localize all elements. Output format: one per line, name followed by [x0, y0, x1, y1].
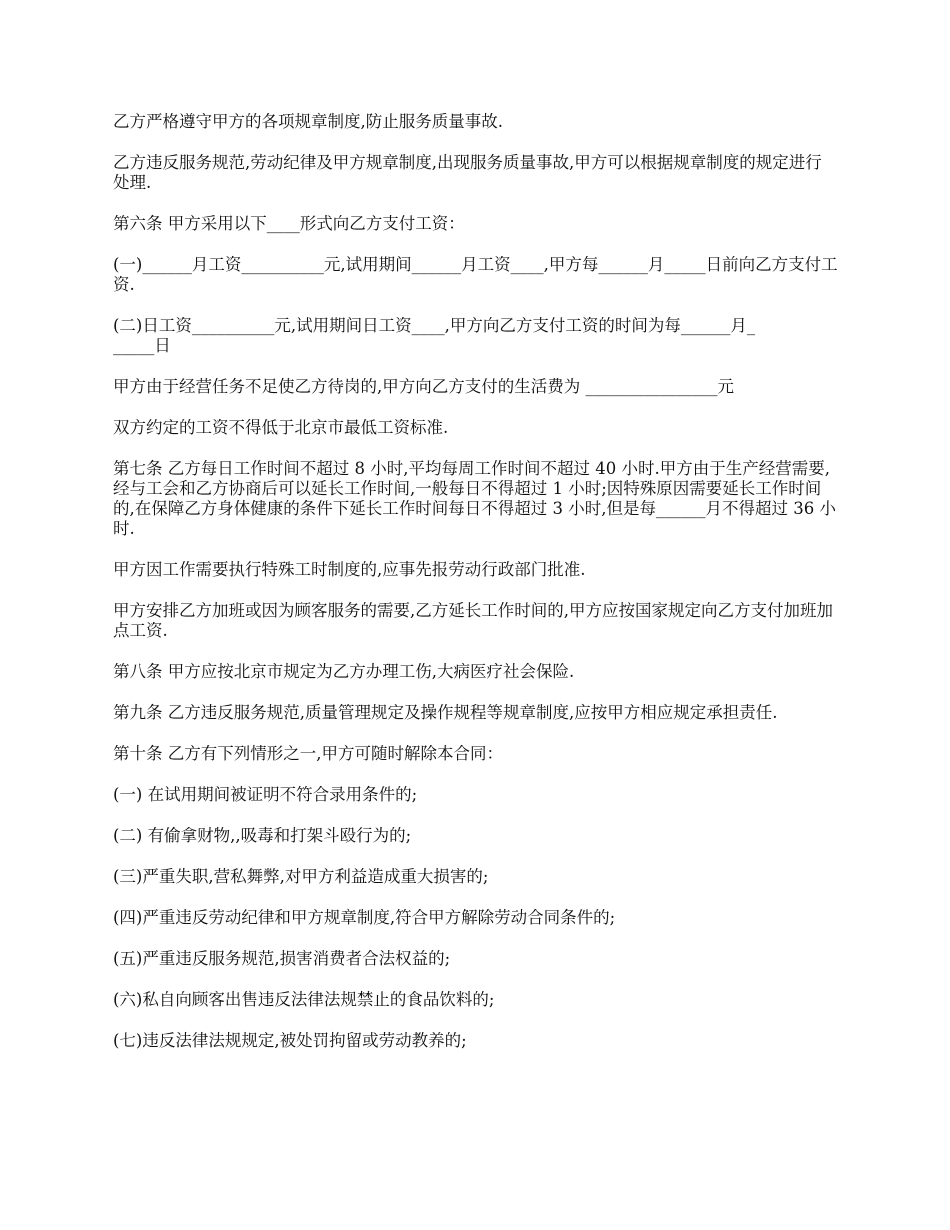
- document-body: [113, 112, 838, 1072]
- list-item-1: (一) 在试用期间被证明不符合录用条件的;: [113, 785, 418, 804]
- paragraph-1: 乙方严格遵守甲方的各项规章制度,防止服务质量事故.: [113, 112, 503, 131]
- article-7: 第七条 乙方每日工作时间不超过 8 小时,平均每周工作时间不超过 40 小时.甲方由于生产经营需要,经与工会和乙方协商后可以延长工作时间,一般每日不得超过 1 小时;因特殊原因需要延长工作时间的,在保障乙方身体健康的条件下延长工作时间每日不得超过 3 小时,但是每______月不得超过 36 小时.: [113, 459, 836, 538]
- list-item-3: (三)严重失职,营私舞弊,对甲方利益造成重大损害的;: [113, 867, 489, 886]
- article-10-heading: 第十条 乙方有下列情形之一,甲方可随时解除本合同：: [113, 744, 503, 763]
- list-item-5: (五)严重违反服务规范,损害消费者合法权益的;: [113, 949, 451, 968]
- paragraph-overtime-pay: 甲方安排乙方加班或因为顾客服务的需要,乙方延长工作时间的,甲方应按国家规定向乙方支付加班加点工资.: [113, 601, 833, 640]
- paragraph-minimum-wage: 双方约定的工资不得低于北京市最低工资标准.: [113, 418, 449, 437]
- list-item-monthly-wage: (一)______月工资__________元,试用期间______月工资____,甲方每______月_____日前向乙方支付工资.: [113, 255, 838, 294]
- paragraph-special-hours: 甲方因工作需要执行特殊工时制度的,应事先报劳动行政部门批准.: [113, 560, 586, 579]
- article-9: 第九条 乙方违反服务规范,质量管理规定及操作规程等规章制度,应按甲方相应规定承担责任.: [113, 703, 778, 722]
- list-item-4: (四)严重违反劳动纪律和甲方规章制度,符合甲方解除劳动合同条件的;: [113, 908, 616, 927]
- list-item-6: (六)私自向顾客出售违反法律法规禁止的食品饮料的;: [113, 990, 495, 1009]
- list-item-2: (二) 有偷拿财物,,吸毒和打架斗殴行为的;: [113, 826, 412, 845]
- list-item-daily-wage: (二)日工资__________元,试用期间日工资____,甲方向乙方支付工资的时间为每______月_ _____日: [113, 316, 756, 355]
- list-item-7: (七)违反法律法规规定,被处罚拘留或劳动教养的;: [113, 1031, 467, 1050]
- article-8: 第八条 甲方应按北京市规定为乙方办理工伤,大病医疗社会保险.: [113, 662, 575, 681]
- paragraph-2: 乙方违反服务规范,劳动纪律及甲方规章制度,出现服务质量事故,甲方可以根据规章制度的规定进行处理.: [113, 153, 822, 192]
- article-6-heading: 第六条 甲方采用以下____形式向乙方支付工资：: [113, 214, 465, 233]
- paragraph-standby-allowance: 甲方由于经营任务不足使乙方待岗的,甲方向乙方支付的生活费为 ________________元: [113, 377, 734, 396]
